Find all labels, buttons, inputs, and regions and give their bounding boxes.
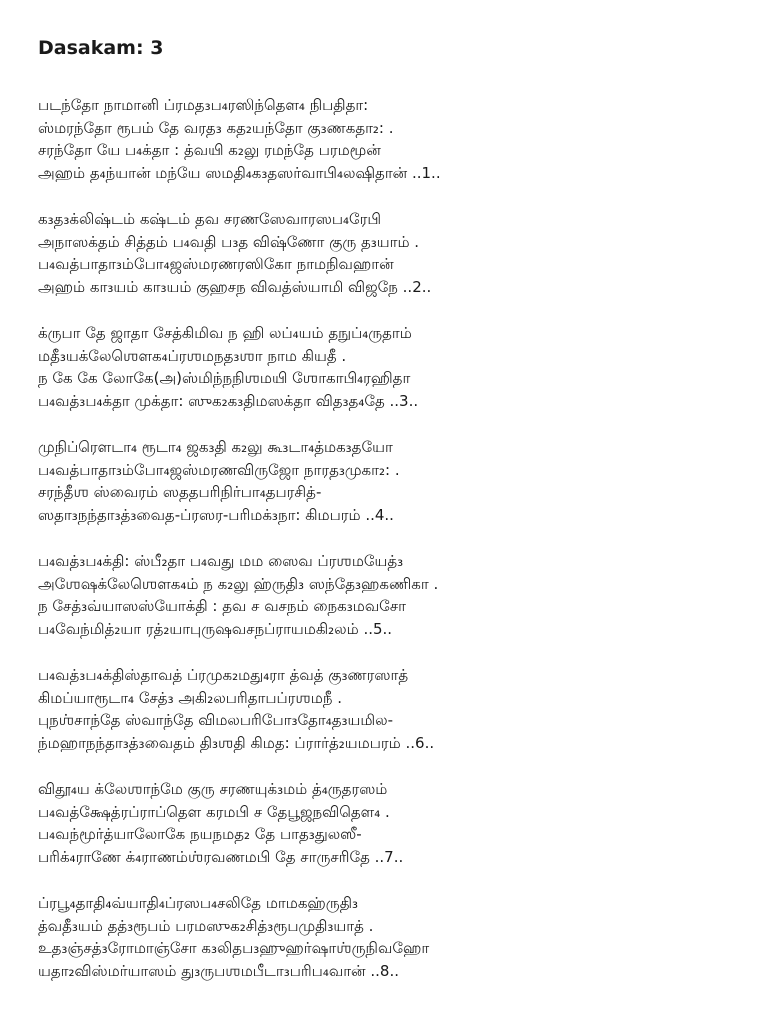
verse-line: ஸதா₃நந்தா₃த்₃வைத-ப்ரஸர-பரிமக்₃நா: கிமபரம் ..4.. (38, 505, 394, 524)
verse-line: ப₄வத்₃ப₄க்திஸ்தாவத் ப்ரமுக₂மது₄ரா த்வத் கு₃ணரஸாத் (38, 666, 409, 684)
verse-line: ந்மஹாநந்தா₃த்₃வைதம் தி₃ஶதி கிமத: ப்ரார்த்₂யமபரம் ..6.. (38, 733, 435, 752)
verse-line: க்ருபா தே ஜாதா சேத்கிமிவ ந ஹி லப்₄யம் தநுப்₄ருதாம் (38, 324, 412, 342)
verse-block (38, 208, 738, 298)
verse-line: கிமப்யாரூடா₄ சேத்₃ அகி₂லபரிதாபப்ரஶமநீ . (38, 688, 343, 707)
verse-line: பரிக்₄ராணே க்₄ராணம்ஶ்ரவணமபி தே சாருசரிதே ..7.. (38, 847, 404, 866)
document-page (38, 34, 738, 1006)
verse-line: சரந்தீஶ ஸ்வைரம் ஸததபரிநிர்பா₄தபரசித்- (38, 483, 322, 501)
verse-line: சரந்தோ யே ப₄க்தா : த்வயி க₂லு ரமந்தே பரமமூன் (38, 141, 381, 159)
verse-line: ப₄வத்பாதா₃ம்போ₄ஜஸ்மரணவிருஜோ நாரத₃முகா₂: . (38, 460, 400, 479)
verse-line: ப₄வந்மூர்த்யாலோகே நயநமத₂ தே பாத₃துலஸீ- (38, 825, 362, 843)
verse-line: உத₃ஞ்சத்₃ரோமாஞ்சோ க₃லிதப₃ஹுஹர்ஷாஶ்ருநிவஹோ (38, 939, 430, 957)
verse-line: முநிப்ரௌடா₄ ரூடா₄ ஜக₃தி க₂லு கூ₃டா₄த்மக₃தயோ (38, 438, 393, 456)
verse-line: ந கே கே லோகே(அ)ஸ்மிந்நநிஶமயி ஶோகாபி₄ரஹிதா (38, 369, 411, 387)
verse-line: மதீ₃யக்லேஶௌக₄ப்ரஶமநத₃ஶா நாம கியதீ . (38, 346, 347, 365)
verse-line: யதா₂விஸ்மர்யாஸம் து₃ருபஶமபீடா₃பரிப₄வான் ..8.. (38, 961, 399, 980)
verse-block (38, 664, 738, 754)
verse-block (38, 322, 738, 412)
verse-block (38, 436, 738, 526)
verse-line: த்வதீ₃யம் தத்₃ரூபம் பரமஸுக₂சித்₃ரூபமுதி₃யாத் . (38, 916, 374, 935)
verse-line: புநஶ்சாந்தே ஸ்வாந்தே விமலபரிபோ₃தோ₄த₃யமில- (38, 711, 394, 729)
verse-line: ஸ்மரந்தோ ரூபம் தே வரத₃ கத₂யந்தோ கு₃ணகதா₂: . (38, 118, 394, 137)
verse-line: அநாஸக்தம் சித்தம் ப₄வதி ப₃த விஷ்ணோ குரு த₃யாம் . (38, 232, 420, 251)
verse-line: ந சேத்₃வ்யாஸஸ்யோக்தி : தவ ச வசநம் நைக₃மவசோ (38, 597, 406, 615)
verse-line: அஹம் கா₃யம் கா₃யம் குஹசந விவத்ஸ்யாமி விஜநே ..2.. (38, 277, 432, 296)
verse-line: ப₄வேந்மித்₂யா ரத்₂யாபுருஷவசநப்ராயமகி₂லம் ..5.. (38, 619, 393, 638)
verse-list (38, 94, 738, 982)
verse-line: ப₄வத்க்ஷேத்ரப்ராப்தௌ கரமபி ச தேபூஜநவிதௌ₄ . (38, 802, 390, 821)
verse-line: க₃த₃க்லிஷ்டம் கஷ்டம் தவ சரணஸேவாரஸப₄ரேபி (38, 210, 382, 228)
verse-block (38, 94, 738, 184)
page-title: Dasakam: 3 (38, 37, 164, 59)
verse-line: அஹம் த₄ந்யான் மந்யே ஸமதி₄க₃தஸர்வாபி₄லஷிதான் ..1.. (38, 163, 441, 182)
verse-line: விதூ₄ய க்லேஶாந்மே குரு சரணயுக்₃மம் த்₄ருதரஸம் (38, 780, 388, 798)
verse-line: ப₄வத்பாதா₃ம்போ₄ஜஸ்மரணரஸிகோ நாமநிவஹான் (38, 255, 394, 273)
verse-line: ப்ரபூ₄தாதி₄வ்யாதி₄ப்ரஸப₄சலிதே மாமகஹ்ருதி₃ (38, 894, 359, 912)
verse-block (38, 550, 738, 640)
verse-line: ப₄வத்₃ப₄க்தி: ஸ்பீ₂தா ப₄வது மம ஸைவ ப்ரஶமயேத்₃ (38, 552, 404, 570)
verse-block (38, 778, 738, 868)
verse-line: ப₄வத்₃ப₄க்தா முக்தா: ஸுக₂க₃திமஸக்தா வித₃த₄தே ..3.. (38, 391, 419, 410)
verse-line: அஶேஷக்லேஶௌக₄ம் ந க₂லு ஹ்ருதி₃ ஸந்தே₃ஹகணிகா . (38, 574, 439, 593)
verse-block (38, 892, 738, 982)
verse-line: படந்தோ நாமானி ப்ரமத₃ப₄ரஸிந்தௌ₄ நிபதிதா: (38, 96, 369, 114)
